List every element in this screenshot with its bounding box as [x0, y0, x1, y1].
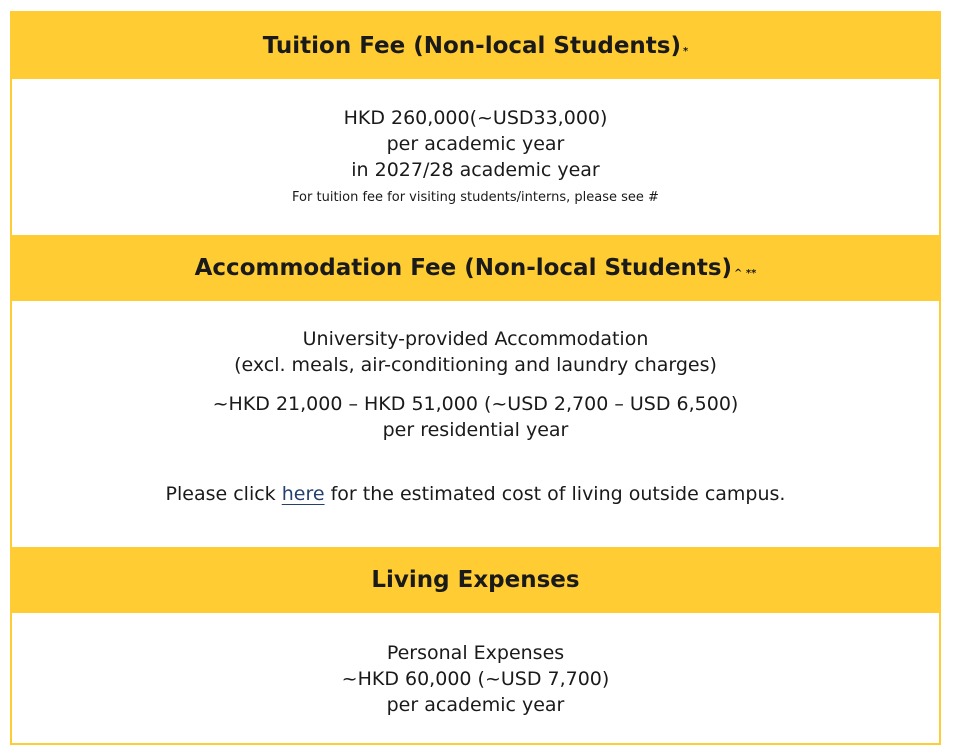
living-expenses-header: [12, 547, 939, 613]
accommodation-exclusions: (excl. meals, air-conditioning and laundry charges): [234, 354, 717, 376]
tuition-fee-cell: [12, 79, 939, 235]
personal-expenses-label: Personal Expenses: [386, 642, 565, 664]
accommodation-type: University-provided Accommodation: [302, 328, 649, 350]
tuition-amount: HKD 260,000(~USD33,000): [343, 107, 608, 129]
tuition-fee-title: Tuition Fee (Non-local Students): [262, 33, 681, 59]
tuition-visiting-note: For tuition fee for visiting students/interns, please see #: [292, 190, 659, 205]
tuition-year: in 2027/28 academic year: [351, 159, 600, 181]
accommodation-fee-cell: [12, 301, 939, 547]
living-cost-suffix: for the estimated cost of living outside campus.: [324, 483, 786, 505]
accommodation-fee-header: [12, 235, 939, 301]
accommodation-period: per residential year: [382, 419, 569, 441]
living-cost-prefix: Please click: [165, 483, 282, 505]
personal-expenses-amount: ~HKD 60,000 (~USD 7,700): [341, 668, 610, 690]
tuition-fee-footnote-mark: *: [683, 45, 689, 57]
personal-expenses-period: per academic year: [386, 694, 565, 716]
accommodation-price-range: ~HKD 21,000 – HKD 51,000 (~USD 2,700 – USD 6,500): [212, 393, 739, 415]
living-cost-note: [12, 481, 939, 507]
tuition-fee-header: [12, 13, 939, 79]
fees-table: [10, 11, 941, 745]
living-expenses-title: Living Expenses: [371, 567, 580, 593]
tuition-period: per academic year: [386, 133, 565, 155]
living-expenses-cell: [12, 613, 939, 743]
living-cost-link[interactable]: here: [281, 483, 325, 505]
accommodation-fee-footnote-mark: ^ **: [734, 267, 757, 279]
accommodation-fee-title: Accommodation Fee (Non-local Students): [194, 255, 733, 281]
